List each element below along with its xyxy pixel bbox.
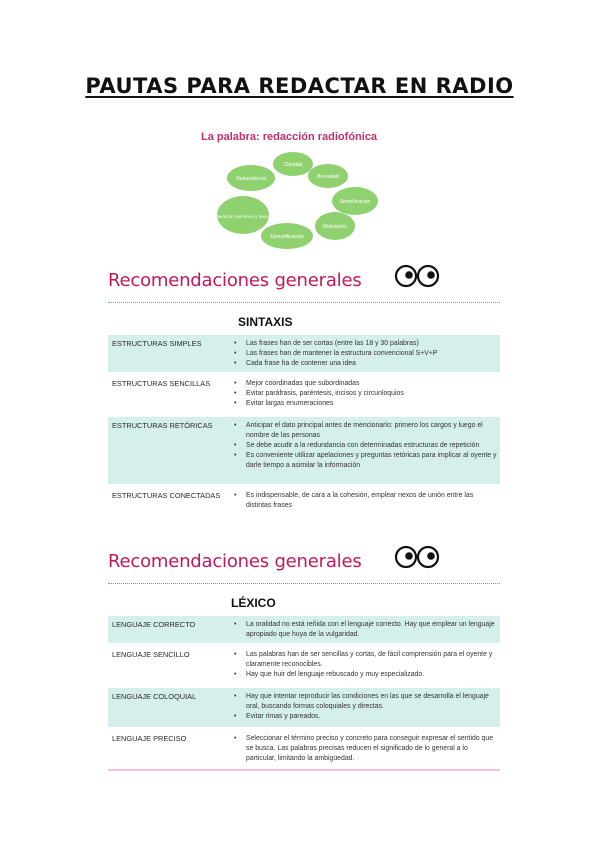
diagram-node-ejemplificacion <box>261 223 313 249</box>
row-label: ESTRUCTURAS RETÓRICAS <box>112 421 213 430</box>
list-item: • Seleccionar el término preciso y concreto para conseguir expresar el sentido que se busca. Las palabras precisas reducen el significado de lo general a lo particular, limitando la ambigüedad. <box>232 734 498 764</box>
diagram-node-label: Moderación numérica y sencillez <box>209 214 277 219</box>
principles-diagram <box>195 128 415 253</box>
list-item: • Evitar paráfrasis, paréntesis, incisos y circunloquios <box>232 389 498 399</box>
list-item: • Las palabras han de ser sencillas y cortas, de fácil comprensión para el oyente y claramente reconocibles. <box>232 650 498 670</box>
table-row <box>108 729 500 767</box>
list-item: • Evitar rimas y pareados. <box>232 712 498 722</box>
row-label: ESTRUCTURAS SENCILLAS <box>112 379 211 388</box>
diagram-node-label: Redundancia <box>236 176 266 182</box>
table-row <box>108 334 500 372</box>
diagram-node-label: Brevedad <box>317 174 339 180</box>
list-item: • Anticipar el dato principal antes de mencionarlo: primero los cargos y luego el nombre de las personas <box>232 421 498 441</box>
diagram-title: La palabra: redacción radiofónica <box>201 131 378 143</box>
table-row <box>108 416 500 484</box>
row-label: ESTRUCTURAS SIMPLES <box>112 339 202 348</box>
table-row <box>108 486 500 514</box>
list-item: • Mejor coordinadas que subordinadas <box>232 379 498 389</box>
list-item: • Las frases han de mantener la estructura convencional S+V+P <box>232 349 498 359</box>
table-row <box>108 687 500 727</box>
diagram-node-simplificacion <box>332 187 378 215</box>
list-item: • Se debe acudir a la redundancia con determinadas estructuras de repetición <box>232 441 498 451</box>
diagram-node-label: Ejemplificación <box>270 234 304 240</box>
table-row <box>108 374 500 414</box>
table-title: LÉXICO <box>231 596 276 610</box>
page-title: PAUTAS PARA REDACTAR EN RADIO <box>85 74 514 98</box>
row-label: LENGUAJE PRECISO <box>112 734 187 743</box>
section-heading: Recomendaciones generales <box>108 270 362 291</box>
dotted-divider <box>108 583 500 584</box>
dotted-divider <box>108 302 500 303</box>
eyes-icon <box>394 262 440 290</box>
table-title: SINTAXIS <box>238 315 293 329</box>
list-item: • Las frases han de ser cortas (entre las 18 y 30 palabras) <box>232 339 498 349</box>
diagram-node-label: Motivación <box>323 224 347 230</box>
row-label: LENGUAJE CORRECTO <box>112 620 196 629</box>
list-item: • Es indispensable, de cara a la cohesión, emplear nexos de unión entre las distintas frases <box>232 491 498 511</box>
list-item: • Evitar largas enumeraciones <box>232 399 498 409</box>
list-item: • La oralidad no está reñida con el lenguaje correcto. Hay que emplear un lenguaje apropiado que huya de la vulgaridad. <box>232 620 498 640</box>
row-label: ESTRUCTURAS CONECTADAS <box>112 491 221 500</box>
diagram-node-brevedad <box>308 164 348 188</box>
diagram-graphic <box>195 128 415 253</box>
row-label: LENGUAJE SENCILLO <box>112 650 190 659</box>
list-item: • Hay que huir del lenguaje rebuscado y muy especializado. <box>232 670 498 680</box>
table-row <box>108 645 500 685</box>
row-label: LENGUAJE COLOQUIAL <box>112 692 197 701</box>
eyes-icon <box>394 543 440 571</box>
diagram-node-claridad <box>273 152 313 176</box>
list-item: • Hay que intentar reproducir las condiciones en las que se desarrolla el lenguaje oral, buscando formas coloquiales y directas. <box>232 692 498 712</box>
diagram-node-redundancia <box>227 165 275 191</box>
table-row <box>108 615 500 643</box>
list-item: • Cada frase ha de contener una idea <box>232 359 498 369</box>
diagram-node-label: Simplificación <box>339 199 371 205</box>
section-heading: Recomendaciones generales <box>108 551 362 572</box>
diagram-node-label: Claridad <box>283 162 303 168</box>
accent-line <box>108 769 500 771</box>
diagram-node-motivacion <box>315 212 355 240</box>
list-item: • Es conveniente utilizar apelaciones y preguntas retóricas para implicar al oyente y darle tiempo a asimilar la información <box>232 451 498 471</box>
